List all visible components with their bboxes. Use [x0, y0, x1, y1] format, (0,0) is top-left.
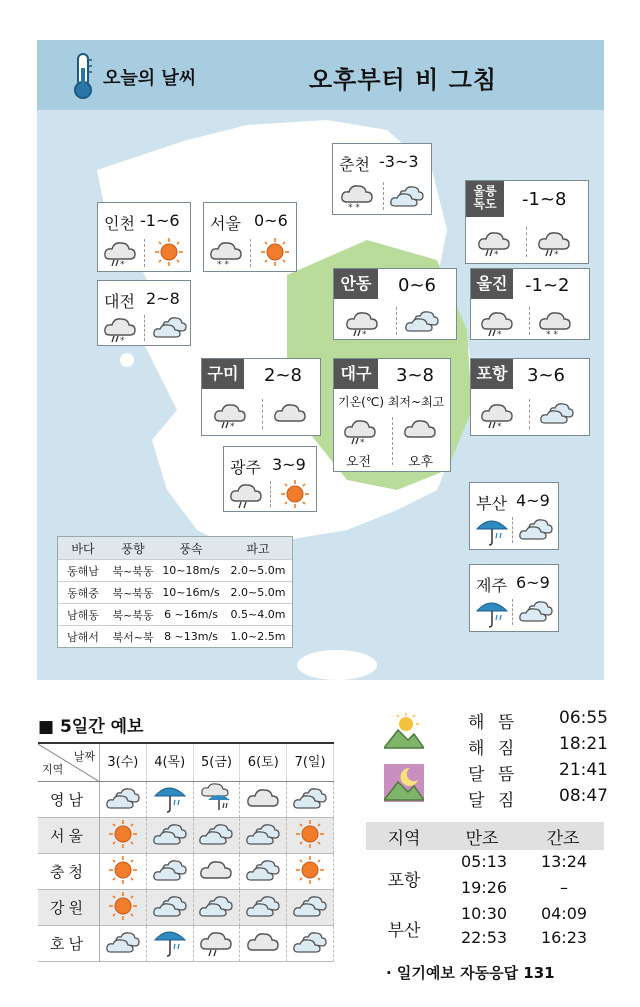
svg-text:*: * — [494, 250, 499, 257]
partly-cloudy-icon — [389, 182, 425, 214]
sea-table-row — [58, 559, 292, 581]
forecast-row — [38, 890, 334, 926]
forecast-cell — [240, 818, 287, 854]
city-name: 광주 — [230, 458, 261, 477]
forecast-cell — [287, 890, 334, 926]
sun-icon — [106, 891, 140, 925]
moonset-label: 달 짐 — [468, 791, 519, 811]
svg-text:* *: * * — [348, 203, 360, 210]
city-temp: 0~6 — [254, 211, 288, 230]
pm-label: 오후 — [408, 455, 434, 470]
forecast-day: 6(토) — [240, 744, 287, 781]
city-temp: 0~6 — [398, 275, 436, 296]
cloudy-icon — [402, 415, 438, 447]
forecast-cell — [240, 782, 287, 818]
partly-cloudy-icon — [245, 820, 281, 852]
sun-icon — [258, 237, 292, 271]
city-name: 춘천 — [339, 155, 370, 174]
forecast-cell — [100, 782, 147, 818]
forecast-region: 충청 — [38, 854, 100, 890]
sea-cell: 8 ~13m/s — [164, 630, 218, 643]
city-temp: -3~3 — [379, 152, 419, 171]
city-card-pohang — [470, 358, 590, 436]
svg-text:*: * — [362, 330, 367, 337]
city-card-daegu — [333, 358, 451, 472]
city-badge: 울진 — [471, 269, 513, 299]
svg-text:*: * — [497, 330, 502, 337]
cloud-rain-umbrella-icon — [198, 782, 234, 818]
city-card-daejeon — [97, 280, 191, 346]
forecast-cell — [287, 854, 334, 890]
city-temp: 2~8 — [264, 365, 302, 386]
cloud-rain-snow-icon — [344, 307, 380, 341]
corner-date-label: 날짜 — [73, 750, 95, 763]
city-name: 서울 — [210, 214, 241, 233]
forecast-row — [38, 818, 334, 854]
forecast-cell — [147, 854, 194, 890]
city-card-chuncheon — [332, 143, 432, 215]
tide-location: 부산 — [387, 921, 421, 941]
city-temp: -1~6 — [140, 211, 180, 230]
cloud-rain-icon — [198, 927, 234, 961]
sun-mountain-icon — [384, 712, 424, 750]
partly-cloudy-icon — [105, 928, 141, 960]
cloud-rain-snow-icon — [342, 415, 378, 449]
forecast-cell — [100, 818, 147, 854]
sea-cell: 1.0~2.5m — [230, 630, 286, 643]
thermometer-icon — [70, 52, 96, 100]
tide-high-2: 22:53 — [460, 928, 508, 947]
sea-cell: 동해남 — [67, 564, 99, 578]
forecast-cell — [100, 890, 147, 926]
city-temp: 6~9 — [516, 573, 550, 592]
forecast-day: 3(수) — [100, 744, 147, 781]
partly-cloudy-icon — [292, 928, 328, 960]
city-temp: 3~6 — [527, 365, 565, 386]
city-badge: 울릉 독도 — [466, 181, 504, 217]
am-label: 오전 — [346, 455, 372, 470]
sunrise-label: 해 뜸 — [468, 713, 519, 733]
sun-icon — [106, 819, 140, 853]
sea-cell: 2.0~5.0m — [230, 586, 286, 599]
header-title-left: 오늘의 날씨 — [103, 68, 197, 89]
city-name: 제주 — [476, 576, 507, 595]
sea-cell: 북서~북 — [112, 630, 154, 644]
cloud-snow-icon — [208, 237, 244, 271]
cloudy-icon — [245, 784, 281, 816]
partly-cloudy-icon — [292, 784, 328, 816]
forecast-cell — [240, 854, 287, 890]
sun-icon — [293, 819, 327, 853]
partly-cloudy-icon — [152, 856, 188, 888]
forecast-cell — [147, 818, 194, 854]
partly-cloudy-icon — [245, 856, 281, 888]
sea-cell: 북~북동 — [112, 608, 154, 622]
sea-cell: 0.5~4.0m — [230, 608, 286, 621]
city-badge: 대구 — [334, 359, 378, 389]
city-temp: 2~8 — [146, 289, 180, 308]
moonset-time: 08:47 — [559, 786, 608, 806]
header-bar — [37, 40, 604, 110]
header-title-right: 오후부터 비 그침 — [309, 66, 497, 94]
forecast-table — [38, 742, 334, 962]
city-badge: 포항 — [471, 359, 513, 389]
sunset-row — [468, 734, 608, 759]
forecast-cell — [194, 890, 241, 926]
cloud-snow-icon — [339, 180, 375, 214]
city-card-ulleung-dokdo — [465, 180, 589, 264]
partly-cloudy-icon — [152, 313, 188, 345]
city-badge: 안동 — [334, 269, 378, 299]
partly-cloudy-icon — [539, 399, 575, 431]
cloudy-icon — [245, 928, 281, 960]
moonset-row — [468, 786, 608, 811]
forecast-region: 서울 — [38, 818, 100, 854]
cloud-rain-snow-icon — [479, 307, 515, 341]
svg-text:*: * — [360, 438, 365, 445]
tide-header-cell: 지역 — [387, 828, 421, 849]
city-name: 대전 — [104, 292, 135, 311]
city-temp: 4~9 — [516, 491, 550, 510]
cloudy-icon — [272, 399, 308, 431]
tide-low-2: – — [560, 878, 568, 897]
sea-cell: 북~북동 — [112, 586, 154, 600]
sun-icon — [293, 855, 327, 889]
forecast-row — [38, 854, 334, 890]
cloud-rain-snow-icon — [212, 399, 248, 433]
island-dot — [120, 353, 134, 367]
city-card-jeju — [469, 564, 559, 632]
tide-header-cell: 간조 — [546, 828, 580, 849]
forecast-cell — [194, 926, 241, 962]
sea-table-header — [58, 537, 292, 559]
city-card-uljin — [470, 268, 590, 340]
sea-header-cell: 풍속 — [179, 541, 203, 556]
corner-region-label: 지역 — [42, 763, 64, 776]
moonrise-label: 달 뜸 — [468, 765, 519, 785]
tide-low-1: 04:09 — [540, 904, 588, 923]
partly-cloudy-icon — [105, 784, 141, 816]
partly-cloudy-icon — [198, 892, 234, 924]
moon-mountain-icon — [384, 764, 424, 802]
tide-low-1: 13:24 — [540, 852, 588, 871]
partly-cloudy-icon — [292, 892, 328, 924]
sea-cell: 북~북동 — [112, 564, 154, 578]
tide-low-2: 16:23 — [540, 928, 588, 947]
city-temp: 3~8 — [396, 365, 434, 386]
moonrise-row — [468, 760, 608, 785]
partly-cloudy-icon — [152, 820, 188, 852]
city-card-busan — [469, 482, 559, 550]
svg-text:* *: * * — [217, 260, 229, 267]
sea-cell: 동해중 — [67, 586, 99, 600]
partly-cloudy-icon — [198, 820, 234, 852]
forecast-cell — [194, 782, 241, 818]
city-card-gwangju — [223, 446, 317, 512]
cloud-snow-icon — [537, 307, 573, 341]
umbrella-rain-icon — [152, 782, 188, 818]
umbrella-rain-icon — [474, 597, 510, 633]
sea-cell: 남해동 — [67, 608, 99, 622]
cloud-rain-snow-icon — [479, 399, 515, 433]
cloudy-icon — [198, 856, 234, 888]
forecast-title: ■ 5일간 예보 — [38, 717, 144, 737]
tide-row-busan — [366, 904, 604, 960]
forecast-region: 영남 — [38, 782, 100, 818]
sunrise-time: 06:55 — [559, 708, 608, 728]
cloud-rain-snow-icon — [536, 227, 572, 261]
forecast-day: 5(금) — [194, 744, 241, 781]
forecast-cell — [147, 782, 194, 818]
forecast-cell — [147, 890, 194, 926]
sea-cell: 10~16m/s — [162, 586, 220, 599]
forecast-cell — [240, 926, 287, 962]
sea-header-cell: 바다 — [71, 541, 95, 556]
partly-cloudy-icon — [152, 892, 188, 924]
svg-text:*: * — [120, 336, 125, 343]
city-card-andong — [333, 268, 457, 340]
forecast-corner — [38, 744, 100, 781]
sea-cell: 2.0~5.0m — [230, 564, 286, 577]
cloud-rain-icon — [228, 479, 264, 513]
sunset-label: 해 짐 — [468, 739, 519, 759]
cloud-rain-snow-icon — [102, 237, 138, 271]
tide-header — [366, 822, 604, 850]
sunrise-row — [468, 708, 608, 733]
forecast-body — [38, 782, 334, 962]
city-temp: 3~9 — [272, 455, 306, 474]
partly-cloudy-icon — [245, 892, 281, 924]
forecast-cell — [194, 854, 241, 890]
forecast-cell — [287, 926, 334, 962]
svg-text:*: * — [497, 422, 502, 429]
partly-cloudy-icon — [404, 307, 440, 339]
sun-icon — [152, 237, 186, 271]
cloud-rain-snow-icon — [476, 227, 512, 261]
tide-row-pohang — [366, 852, 604, 908]
partly-cloudy-icon — [518, 597, 554, 629]
moonrise-time: 21:41 — [559, 760, 608, 780]
sea-cell: 남해서 — [67, 630, 99, 644]
forecast-row — [38, 926, 334, 962]
forecast-day: 7(일) — [287, 744, 334, 781]
sea-table-row — [58, 603, 292, 625]
cloud-rain-snow-icon — [102, 313, 138, 347]
forecast-cell — [287, 782, 334, 818]
tide-location: 포항 — [387, 871, 421, 891]
city-card-incheon — [97, 202, 191, 272]
svg-text:* *: * * — [546, 330, 558, 337]
sun-icon — [278, 479, 312, 513]
sunset-time: 18:21 — [559, 734, 608, 754]
forecast-region: 강원 — [38, 890, 100, 926]
sea-header-cell: 풍향 — [121, 541, 145, 556]
jeju-island — [297, 650, 377, 680]
arsn-note: · 일기예보 자동응답 131 — [386, 964, 555, 982]
tide-high-1: 05:13 — [460, 852, 508, 871]
city-name: 인천 — [104, 214, 135, 233]
forecast-cell — [287, 818, 334, 854]
tide-header-cell: 만조 — [465, 828, 499, 849]
forecast-cell — [100, 926, 147, 962]
forecast-day: 4(목) — [147, 744, 194, 781]
tide-high-1: 10:30 — [460, 904, 508, 923]
city-card-gumi — [201, 358, 321, 436]
sea-table-row — [58, 625, 292, 647]
city-temp: -1~2 — [525, 275, 570, 296]
partly-cloudy-icon — [518, 515, 554, 547]
umbrella-rain-icon — [474, 515, 510, 551]
forecast-row — [38, 782, 334, 818]
tide-high-2: 19:26 — [460, 878, 508, 897]
city-temp: -1~8 — [522, 189, 567, 210]
svg-text:*: * — [120, 260, 125, 267]
forecast-header — [38, 742, 334, 782]
sea-cell: 6 ~16m/s — [164, 608, 218, 621]
forecast-cell — [194, 818, 241, 854]
forecast-cell — [100, 854, 147, 890]
forecast-region: 호남 — [38, 926, 100, 962]
sun-icon — [106, 855, 140, 889]
sea-cell: 10~18m/s — [162, 564, 220, 577]
city-name: 부산 — [476, 494, 507, 513]
forecast-cell — [147, 926, 194, 962]
city-card-seoul — [203, 202, 297, 272]
temp-legend-label: 기온(℃) 최저~최고 — [338, 395, 445, 409]
sea-table-row — [58, 581, 292, 603]
umbrella-rain-icon — [152, 926, 188, 962]
city-badge: 구미 — [202, 359, 244, 389]
svg-text:*: * — [554, 250, 559, 257]
sea-header-cell: 파고 — [246, 541, 270, 556]
sea-forecast-table — [57, 536, 293, 648]
svg-text:*: * — [230, 422, 235, 429]
forecast-cell — [240, 890, 287, 926]
